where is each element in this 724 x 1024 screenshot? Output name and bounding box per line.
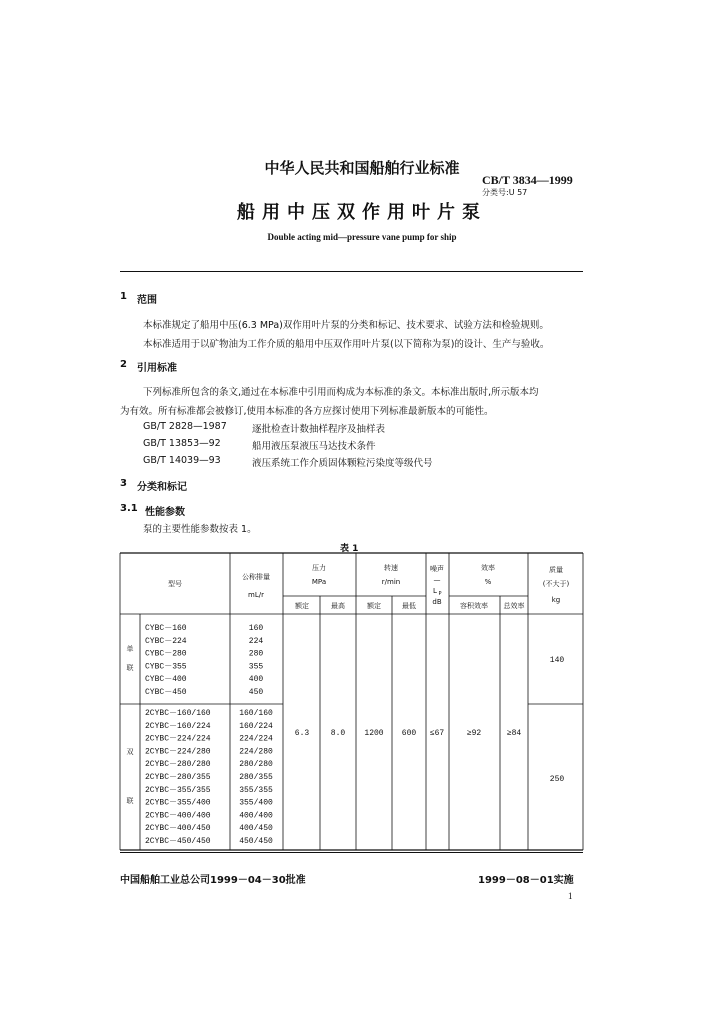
table-caption: 表 1: [340, 544, 359, 554]
section-3-number: 3: [120, 478, 127, 489]
document-title: 船用中压双作用叶片泵: [237, 202, 487, 223]
reference-code: GB/T 2828—1987: [143, 421, 227, 432]
implementation-date: 1999－08－01实施: [478, 875, 574, 886]
group-double-label: 联: [126, 797, 134, 805]
total-efficiency-value: ≥84: [506, 729, 522, 738]
group-single-label: 联: [126, 664, 134, 672]
header-noise-dash: —: [433, 576, 441, 584]
model-cell: 2CYBC－355/355: [145, 785, 211, 795]
header-displacement-unit: mL/r: [248, 591, 264, 599]
section-2-paragraph-line-1: 下列标准所包含的条文,通过在本标准中引用而构成为本标准的条文。本标准出版时,所示版本均: [143, 387, 539, 398]
section-3-1-text: 泵的主要性能参数按表 1。: [143, 524, 257, 535]
section-3-1-title: 性能参数: [145, 507, 185, 518]
noise-value: ≤67: [429, 729, 445, 738]
header-pressure: 压力: [312, 564, 326, 572]
displacement-cell: 355/355: [239, 785, 273, 795]
header-mass: 质量: [549, 566, 563, 574]
model-cell: 2CYBC－160/160: [145, 709, 211, 718]
rated-speed-value: 1200: [364, 729, 384, 738]
model-cell: 2CYBC－400/400: [145, 811, 211, 821]
displacement-cell: 400/400: [239, 811, 273, 821]
section-3-1-number: 3.1: [120, 503, 138, 514]
model-cell: 2CYBC－280/280: [145, 760, 211, 770]
header-mass-qualifier: (不大于): [542, 580, 570, 588]
document-title-english: Double acting mid—pressure vane pump for ship: [267, 232, 457, 242]
section-3-title: 分类和标记: [137, 482, 187, 493]
double-pump-rows: [145, 709, 273, 846]
section-1-title: 范围: [137, 295, 157, 306]
displacement-cell: 224: [248, 636, 264, 646]
displacement-cell: 160/224: [239, 721, 273, 731]
displacement-cell: 160: [248, 624, 264, 633]
displacement-cell: 160/160: [239, 709, 273, 718]
reference-title: 液压系统工作介质固体颗粒污染度等级代号: [252, 458, 433, 469]
issuing-organization: 中华人民共和国船舶行业标准: [264, 159, 460, 177]
approval-note: 中国船舶工业总公司1999－04－30批准: [120, 875, 306, 886]
reference-code: GB/T 14039—93: [143, 455, 221, 466]
classification-number: 分类号:U 57: [482, 188, 528, 197]
displacement-cell: 224/224: [239, 734, 273, 744]
model-cell: 2CYBC－224/224: [145, 734, 211, 744]
displacement-cell: 450/450: [239, 837, 273, 846]
header-max-pressure: 最高: [331, 602, 345, 610]
header-volumetric-efficiency: 容积效率: [460, 602, 488, 610]
page-number: 1: [568, 891, 573, 901]
header-pressure-unit: MPa: [311, 578, 327, 586]
model-cell: CYBC－280: [145, 649, 187, 659]
section-2-paragraph-line-2: 为有效。所有标准都会被修订,使用本标准的各方应探讨使用下列标准最新版本的可能性。: [120, 406, 494, 417]
header-mass-unit: kg: [551, 596, 561, 604]
model-cell: 2CYBC－160/224: [145, 721, 211, 731]
displacement-cell: 280/355: [239, 773, 273, 782]
footer-divider: [120, 852, 583, 853]
model-cell: CYBC－160: [145, 624, 187, 633]
max-pressure-value: 8.0: [330, 729, 346, 738]
displacement-cell: 450: [248, 688, 264, 697]
header-total-efficiency: 总效率: [503, 602, 525, 610]
displacement-cell: 355/400: [239, 798, 273, 808]
standard-number: CB/T 3834—1999: [482, 173, 573, 187]
min-speed-value: 600: [401, 729, 417, 738]
model-cell: CYBC－355: [145, 662, 187, 672]
volumetric-efficiency-value: ≥92: [466, 729, 482, 738]
header-speed-unit: r/min: [381, 578, 401, 586]
displacement-cell: 280: [248, 649, 264, 659]
header-noise-subscript: P: [438, 591, 442, 597]
displacement-cell: 400/450: [239, 824, 273, 834]
model-cell: 2CYBC－355/400: [145, 798, 211, 808]
model-cell: 2CYBC－224/280: [145, 747, 211, 757]
displacement-cell: 224/280: [239, 747, 273, 757]
single-pump-rows: [145, 624, 263, 697]
rated-pressure-value: 6.3: [294, 729, 310, 738]
displacement-cell: 400: [248, 675, 264, 685]
group-single-label: 单: [126, 645, 134, 653]
header-displacement: 公称排量: [242, 573, 270, 581]
section-1-paragraph-1: 本标准规定了船用中压(6.3 MPa)双作用叶片泵的分类和标记、技术要求、试验方法和检验规则。: [143, 320, 549, 331]
model-cell: CYBC－450: [145, 688, 187, 697]
mass-double-value: 250: [549, 775, 565, 784]
header-efficiency-unit: %: [484, 578, 492, 586]
displacement-cell: 355: [248, 662, 264, 672]
header-model: 型号: [168, 580, 182, 588]
section-1-paragraph-2: 本标准适用于以矿物油为工作介质的船用中压双作用叶片泵(以下简称为泵)的设计、生产与验收。: [143, 339, 550, 350]
model-cell: CYBC－224: [145, 636, 187, 646]
reference-title: 船用液压泵液压马达技术条件: [252, 441, 376, 452]
displacement-cell: 280/280: [239, 760, 273, 770]
section-2-title: 引用标准: [137, 363, 177, 374]
header-noise-unit: dB: [432, 598, 442, 606]
header-noise-symbol: L: [433, 587, 437, 595]
header-rated-pressure: 额定: [295, 602, 309, 610]
header-efficiency: 效率: [481, 564, 495, 572]
model-cell: 2CYBC－400/450: [145, 824, 211, 834]
model-cell: CYBC－400: [145, 675, 187, 685]
section-2-number: 2: [120, 359, 127, 370]
mass-single-value: 140: [549, 656, 565, 665]
reference-title: 逐批检查计数抽样程序及抽样表: [252, 424, 386, 435]
header-min-speed: 最低: [402, 602, 416, 610]
header-noise: 噪声: [430, 565, 444, 573]
reference-code: GB/T 13853—92: [143, 438, 221, 449]
header-speed: 转速: [384, 564, 398, 572]
section-1-number: 1: [120, 291, 127, 302]
model-cell: 2CYBC－450/450: [145, 837, 211, 846]
group-double-label: 双: [126, 748, 134, 756]
header-rated-speed: 额定: [367, 602, 381, 610]
model-cell: 2CYBC－280/355: [145, 773, 211, 782]
